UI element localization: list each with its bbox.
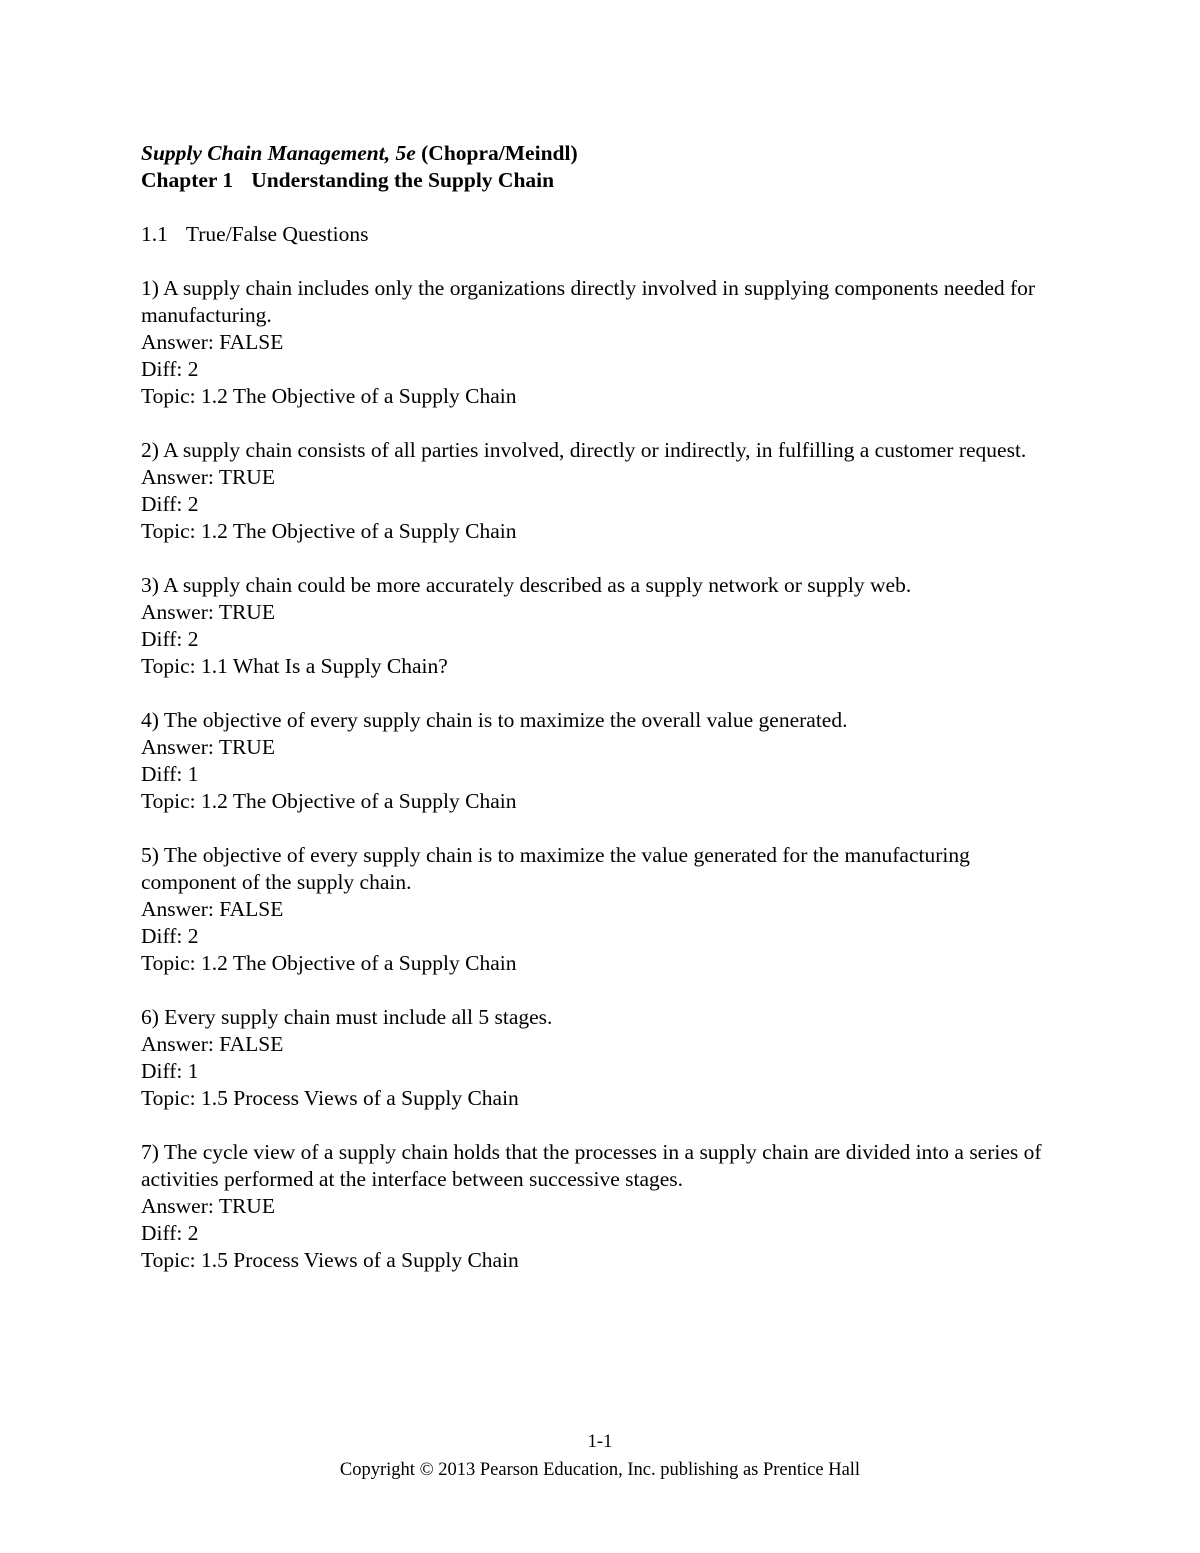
- chapter-number: Chapter 1: [141, 168, 234, 192]
- question-text: 4) The objective of every supply chain is to maximize the overall value generated.: [141, 708, 848, 732]
- question-answer: Answer: FALSE: [141, 897, 284, 921]
- question-text: 5) The objective of every supply chain is to maximize the value generated for the manufacturing component of the supply chain.: [141, 843, 970, 894]
- question-6: [141, 1004, 1061, 1112]
- question-difficulty: Diff: 2: [141, 492, 199, 516]
- chapter-title: Understanding the Supply Chain: [251, 168, 555, 192]
- question-3: [141, 572, 1061, 680]
- question-topic: Topic: 1.2 The Objective of a Supply Chain: [141, 951, 517, 975]
- book-title-line: [141, 140, 1061, 167]
- question-topic: Topic: 1.2 The Objective of a Supply Chain: [141, 519, 517, 543]
- question-difficulty: Diff: 2: [141, 924, 199, 948]
- book-title: Supply Chain Management, 5e: [141, 141, 416, 165]
- question-text: 2) A supply chain consists of all parties involved, directly or indirectly, in fulfilling a customer request.: [141, 438, 1027, 462]
- copyright-notice: Copyright © 2013 Pearson Education, Inc. publishing as Prentice Hall: [339, 1460, 861, 1480]
- question-difficulty: Diff: 1: [141, 1059, 199, 1083]
- question-topic: Topic: 1.1 What Is a Supply Chain?: [141, 654, 448, 678]
- section-heading: [141, 221, 1061, 248]
- section-title: True/False Questions: [185, 222, 369, 246]
- question-topic: Topic: 1.2 The Objective of a Supply Chain: [141, 789, 517, 813]
- question-answer: Answer: TRUE: [141, 600, 275, 624]
- question-difficulty: Diff: 2: [141, 627, 199, 651]
- question-answer: Answer: FALSE: [141, 1032, 284, 1056]
- page-content: [141, 140, 1061, 1274]
- question-1: [141, 275, 1061, 410]
- page-number: 1-1: [587, 1432, 613, 1452]
- question-4: [141, 707, 1061, 815]
- question-answer: Answer: TRUE: [141, 735, 275, 759]
- question-text: 3) A supply chain could be more accurately described as a supply network or supply web.: [141, 573, 912, 597]
- question-7: [141, 1139, 1061, 1274]
- question-topic: Topic: 1.2 The Objective of a Supply Chain: [141, 384, 517, 408]
- book-authors: (Chopra/Meindl): [421, 141, 578, 165]
- question-answer: Answer: TRUE: [141, 1194, 275, 1218]
- question-answer: Answer: TRUE: [141, 465, 275, 489]
- question-answer: Answer: FALSE: [141, 330, 284, 354]
- question-text: 1) A supply chain includes only the organizations directly involved in supplying components needed for manufacturing.: [141, 276, 1036, 327]
- question-2: [141, 437, 1061, 545]
- question-difficulty: Diff: 1: [141, 762, 199, 786]
- question-text: 7) The cycle view of a supply chain holds that the processes in a supply chain are divided into a series of activities performed at the interface between successive stages.: [141, 1140, 1042, 1191]
- question-5: [141, 842, 1061, 977]
- question-difficulty: Diff: 2: [141, 1221, 199, 1245]
- section-number: 1.1: [141, 222, 168, 246]
- question-topic: Topic: 1.5 Process Views of a Supply Chain: [141, 1248, 519, 1272]
- question-text: 6) Every supply chain must include all 5 stages.: [141, 1005, 553, 1029]
- chapter-heading: [141, 167, 1061, 194]
- question-difficulty: Diff: 2: [141, 357, 199, 381]
- question-topic: Topic: 1.5 Process Views of a Supply Chain: [141, 1086, 519, 1110]
